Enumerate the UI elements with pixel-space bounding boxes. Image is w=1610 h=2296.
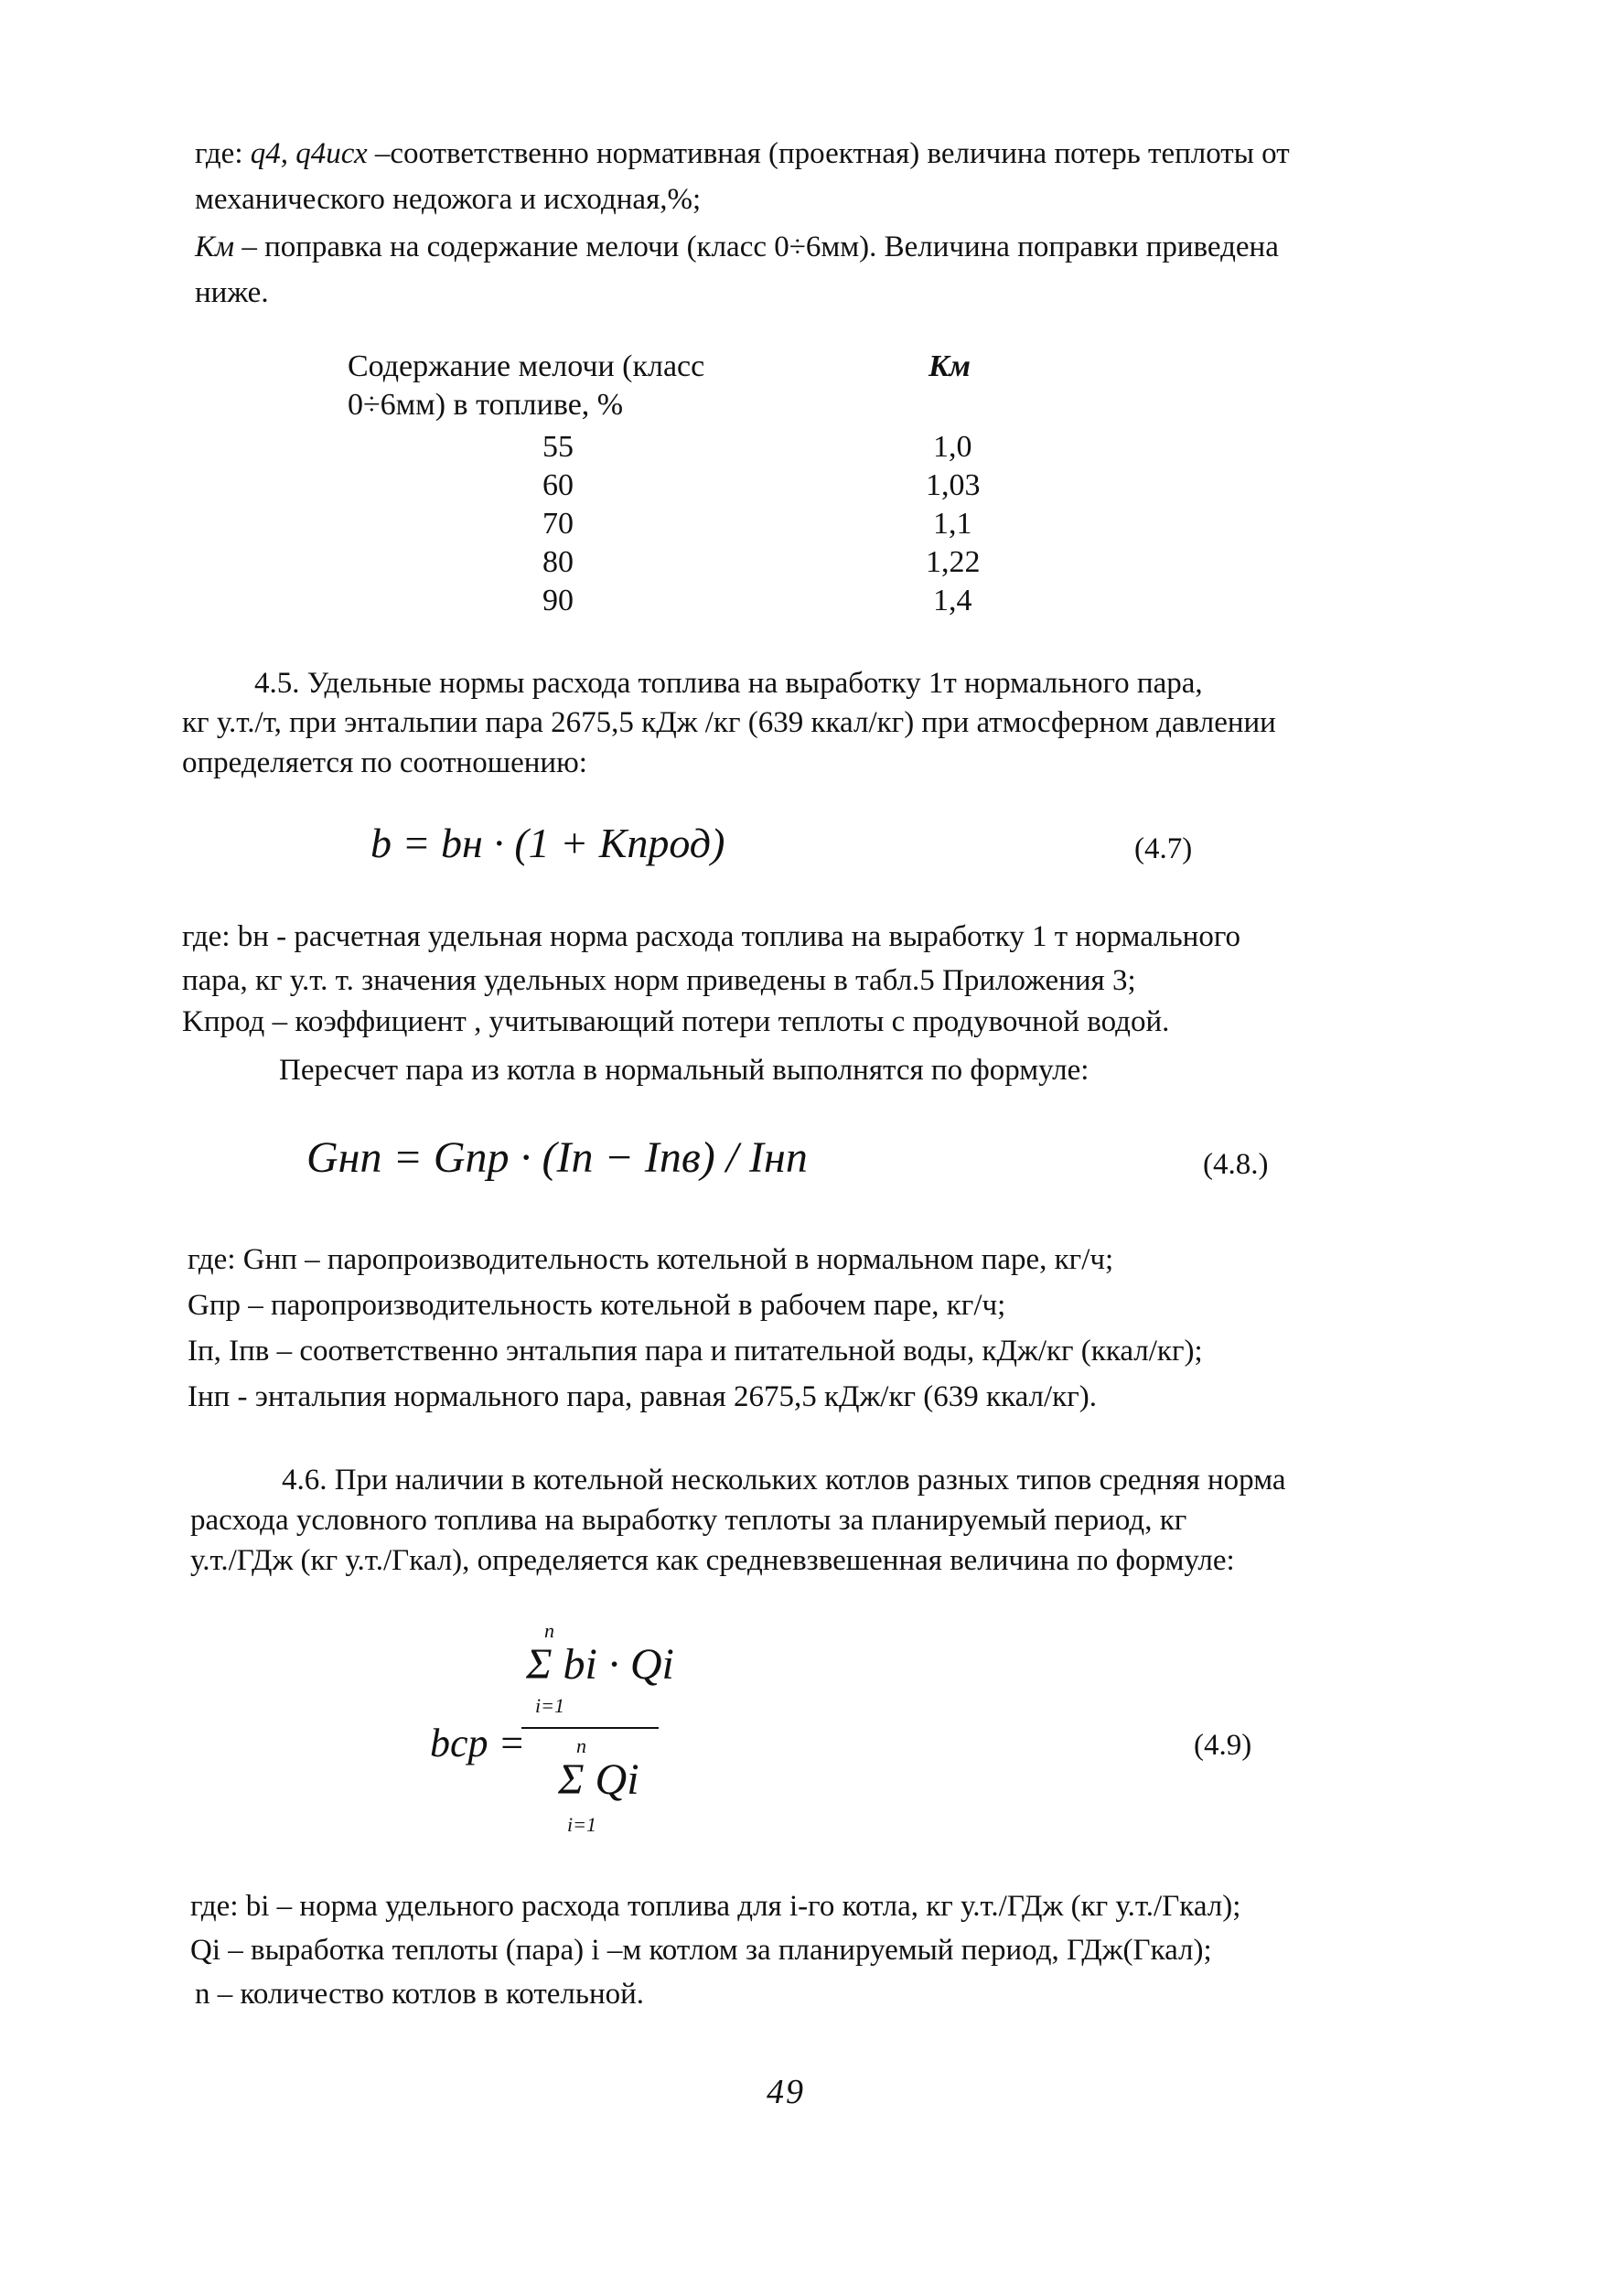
fraction-bar [521, 1727, 659, 1729]
after-4-8-line-1: где: Gнп – паропроизводительность котельной в нормальном паре, кг/ч; [188, 1243, 1114, 1276]
table-row-content: 90 [542, 584, 574, 617]
intro-line-2: механического недожога и исходная,%; [195, 183, 702, 216]
after-4-7-line-1: где: bн - расчетная удельная норма расхода топлива на выработку 1 т нормального [182, 920, 1241, 953]
after-4-7-line-3: Kпрод – коэффициент , учитывающий потери теплоты с продувочной водой. [182, 1005, 1170, 1038]
section-4-6-line-3: у.т./ГДж (кг у.т./Гкал), определяется как средневзвешенная величина по формуле: [190, 1544, 1235, 1577]
equation-4-7: b = bн · (1 + Kпрод) [370, 820, 725, 866]
eq49-denominator: Σ Qi [558, 1755, 639, 1804]
section-4-6-line-2: расхода условного топлива на выработку теплоты за планируемый период, кг [190, 1504, 1187, 1537]
intro-line-3-text: – поправка на содержание мелочи (класс 0÷6мм). Величина поправки приведена [242, 231, 1279, 263]
section-4-5-line-3: определяется по соотношению: [182, 746, 587, 779]
after-4-7-line-2: пара, кг у.т. т. значения удельных норм приведены в табл.5 Приложения 3; [182, 964, 1136, 997]
q4-symbol: q4, q4исх [250, 137, 368, 170]
page-number: 49 [767, 2073, 805, 2111]
after-4-7-line-4: Пересчет пара из котла в нормальный выполнятся по формуле: [279, 1054, 1089, 1087]
eq49-lower-limit: i=1 [567, 1813, 596, 1836]
table-row-k: 1,03 [926, 468, 981, 502]
after-4-9-line-1: где: bi – норма удельного расхода топлива для i-го котла, кг у.т./ГДж (кг у.т./Гкал); [190, 1890, 1241, 1923]
equation-number-4-9: (4.9) [1194, 1729, 1252, 1762]
intro-line-3 [195, 227, 1279, 267]
section-4-5-line-1: 4.5. Удельные нормы расхода топлива на выработку 1т нормального пара, [254, 667, 1203, 700]
fines-table [348, 349, 1006, 624]
table-row-content: 70 [542, 507, 574, 541]
after-4-8-line-2: Gпр – паропроизводительность котельной в рабочем паре, кг/ч; [188, 1289, 1006, 1322]
table-header-left-1: Содержание мелочи (класс [348, 349, 705, 383]
after-4-8-line-4: Iнп - энтальпия нормального пара, равная 2675,5 кДж/кг (639 ккал/кг). [188, 1380, 1097, 1413]
table-row-content: 55 [542, 430, 574, 464]
after-4-8-line-3: Iп, Iпв – соответственно энтальпия пара и питательной воды, кДж/кг (ккал/кг); [188, 1335, 1203, 1368]
eq49-upper-limit: n [576, 1734, 586, 1757]
equation-4-8: Gнп = Gпр · (Iп − Iпв) / Iнп [306, 1133, 808, 1182]
table-row-k: 1,4 [933, 584, 972, 617]
equation-number-4-7: (4.7) [1134, 832, 1193, 865]
after-4-9-line-2: Qi – выработка теплоты (пара) i –м котлом за планируемый период, ГДж(Гкал); [190, 1934, 1212, 1967]
table-row-k: 1,22 [926, 545, 981, 579]
intro-line-4: ниже. [195, 276, 269, 309]
eq49-lhs: bср = [430, 1721, 526, 1765]
eq49-upper-limit: n [544, 1619, 554, 1642]
km-symbol: Kм [195, 231, 235, 263]
table-row-k: 1,0 [933, 430, 972, 464]
table-row-content: 80 [542, 545, 574, 579]
table-row-content: 60 [542, 468, 574, 502]
table-row-k: 1,1 [933, 507, 972, 541]
equation-number-4-8: (4.8.) [1203, 1148, 1269, 1181]
intro-line-1-text: –соответственно нормативная (проектная) величина потерь теплоты от [374, 137, 1290, 170]
intro-where-label: где: [195, 137, 243, 170]
table-header-left-2: 0÷6мм) в топливе, % [348, 388, 624, 422]
eq49-lower-limit: i=1 [535, 1694, 564, 1717]
intro-line-1 [195, 134, 1290, 174]
equation-4-9 [430, 1619, 796, 1857]
eq49-numerator: Σ bi · Qi [526, 1640, 674, 1689]
after-4-9-line-3: n – количество котлов в котельной. [195, 1978, 645, 2011]
section-4-6-line-1: 4.6. При наличии в котельной нескольких котлов разных типов средняя норма [282, 1464, 1286, 1497]
table-header-right: Kм [928, 349, 971, 383]
section-4-5-line-2: кг у.т./т, при энтальпии пара 2675,5 кДж /кг (639 ккал/кг) при атмосферном давлении [182, 706, 1276, 739]
